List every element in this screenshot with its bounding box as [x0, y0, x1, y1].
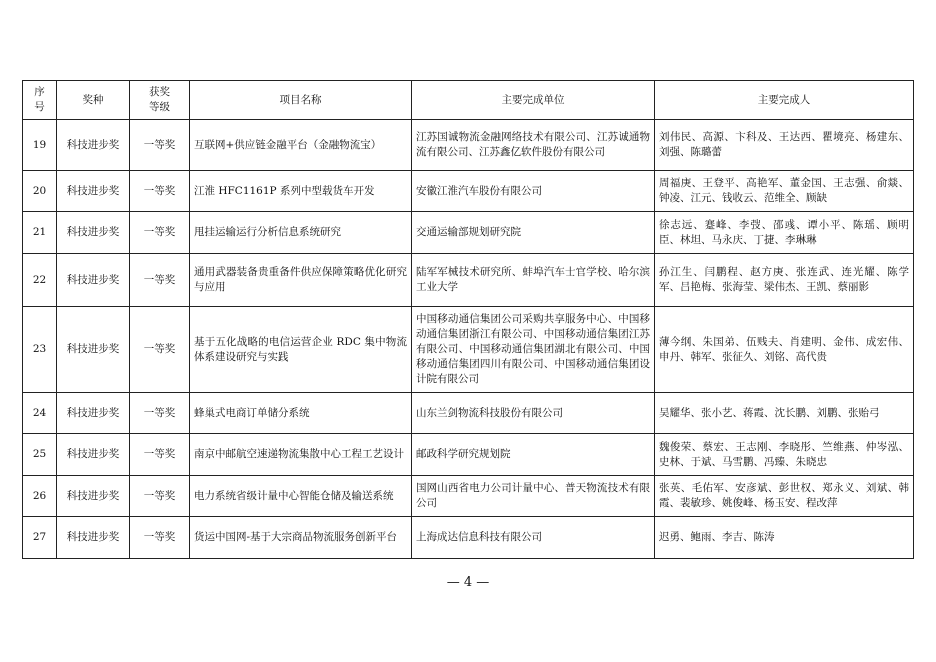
cell-people: 刘伟民、高源、卞科及、王达西、瞿境亮、杨建东、刘强、陈璐蕾	[655, 120, 914, 171]
cell-people: 迟勇、鲍雨、李吉、陈涛	[655, 517, 914, 559]
table-row	[23, 307, 914, 393]
table-row	[23, 517, 914, 559]
cell-units: 交通运输部规划研究院	[412, 212, 655, 254]
cell-people: 薄今纲、朱国弟、伍贱夫、肖建明、金伟、成宏伟、申丹、韩军、张征久、刘铭、高代贵	[655, 307, 914, 393]
cell-people: 徐志远、蹇峰、李弢、邵彧、谭小平、陈瑶、顾明臣、林坦、马永庆、丁捷、李琳琳	[655, 212, 914, 254]
cell-project: 蜂巢式电商订单储分系统	[190, 393, 412, 434]
cell-project: 南京中邮航空速递物流集散中心工程工艺设计	[190, 434, 412, 476]
table-row	[23, 434, 914, 476]
cell-award-level: 一等奖	[130, 393, 190, 434]
cell-no: 25	[23, 434, 57, 476]
cell-units: 中国移动通信集团公司采购共享服务中心、中国移动通信集团浙江有限公司、中国移动通信集团江苏有限公司、中国移动通信集团湖北有限公司、中国移动通信集团四川有限公司、中国移动通信集团设计院有限公司	[412, 307, 655, 393]
page-number: — 4 —	[446, 575, 490, 590]
cell-units: 陆军军械技术研究所、蚌埠汽车士官学校、哈尔滨工业大学	[412, 254, 655, 307]
table-row	[23, 171, 914, 212]
cell-units: 上海成达信息科技有限公司	[412, 517, 655, 559]
table-row	[23, 476, 914, 517]
cell-no: 27	[23, 517, 57, 559]
cell-project: 互联网+供应链金融平台（金融物流宝）	[190, 120, 412, 171]
cell-award-level: 一等奖	[130, 171, 190, 212]
cell-award-type: 科技进步奖	[57, 476, 130, 517]
cell-award-type: 科技进步奖	[57, 212, 130, 254]
cell-award-level: 一等奖	[130, 254, 190, 307]
header-seq: 序 号	[23, 81, 57, 120]
cell-units: 国网山西省电力公司计量中心、普天物流技术有限公司	[412, 476, 655, 517]
cell-award-level: 一等奖	[130, 434, 190, 476]
cell-project: 电力系统省级计量中心智能仓储及输送系统	[190, 476, 412, 517]
cell-award-level: 一等奖	[130, 307, 190, 393]
cell-award-level: 一等奖	[130, 517, 190, 559]
awards-table	[22, 80, 914, 559]
header-project-name: 项目名称	[190, 81, 412, 120]
cell-no: 20	[23, 171, 57, 212]
cell-project: 甩挂运输运行分析信息系统研究	[190, 212, 412, 254]
cell-people: 周福庚、王登平、高艳军、董金国、王志强、俞燚、钟凌、江元、钱收云、范维全、顾缺	[655, 171, 914, 212]
header-award-level: 获奖 等级	[130, 81, 190, 120]
cell-no: 23	[23, 307, 57, 393]
cell-award-level: 一等奖	[130, 476, 190, 517]
table-row	[23, 254, 914, 307]
cell-people: 魏俊荣、蔡宏、王志刚、李晓彤、竺维燕、仲岑泓、史林、于斌、马雪鹏、冯臻、朱晓忠	[655, 434, 914, 476]
header-main-units: 主要完成单位	[412, 81, 655, 120]
cell-no: 26	[23, 476, 57, 517]
cell-award-type: 科技进步奖	[57, 120, 130, 171]
cell-award-type: 科技进步奖	[57, 517, 130, 559]
cell-award-type: 科技进步奖	[57, 434, 130, 476]
cell-award-type: 科技进步奖	[57, 171, 130, 212]
table-row	[23, 212, 914, 254]
cell-people: 孙江生、闫鹏程、赵方庚、张连武、连光耀、陈学军、吕艳梅、张海莹、梁伟杰、王凯、蔡丽影	[655, 254, 914, 307]
header-row	[23, 81, 914, 120]
cell-award-level: 一等奖	[130, 212, 190, 254]
cell-people: 张英、毛佑军、安彦斌、彭世权、郑永义、刘斌、韩霞、裴敏珍、姚俊峰、杨玉安、程改萍	[655, 476, 914, 517]
cell-units: 江苏国诚物流金融网络技术有限公司、江苏诚通物流有限公司、江苏鑫亿软件股份有限公司	[412, 120, 655, 171]
cell-award-type: 科技进步奖	[57, 254, 130, 307]
cell-no: 19	[23, 120, 57, 171]
cell-people: 吴耀华、张小艺、蒋霞、沈长鹏、刘鹏、张贻弓	[655, 393, 914, 434]
cell-award-level: 一等奖	[130, 120, 190, 171]
cell-units: 安徽江淮汽车股份有限公司	[412, 171, 655, 212]
cell-project: 通用武器装备贵重备件供应保障策略优化研究与应用	[190, 254, 412, 307]
cell-project: 江淮 HFC1161P 系列中型载货车开发	[190, 171, 412, 212]
cell-project: 基于五化战略的电信运营企业 RDC 集中物流体系建设研究与实践	[190, 307, 412, 393]
cell-project: 货运中国网-基于大宗商品物流服务创新平台	[190, 517, 412, 559]
cell-award-type: 科技进步奖	[57, 393, 130, 434]
header-award-type: 奖种	[57, 81, 130, 120]
cell-no: 24	[23, 393, 57, 434]
table-row	[23, 393, 914, 434]
cell-units: 山东兰剑物流科技股份有限公司	[412, 393, 655, 434]
table-row	[23, 120, 914, 171]
cell-no: 21	[23, 212, 57, 254]
table-header	[23, 81, 914, 120]
cell-no: 22	[23, 254, 57, 307]
table-body	[23, 120, 914, 559]
cell-award-type: 科技进步奖	[57, 307, 130, 393]
cell-units: 邮政科学研究规划院	[412, 434, 655, 476]
header-main-people: 主要完成人	[655, 81, 914, 120]
